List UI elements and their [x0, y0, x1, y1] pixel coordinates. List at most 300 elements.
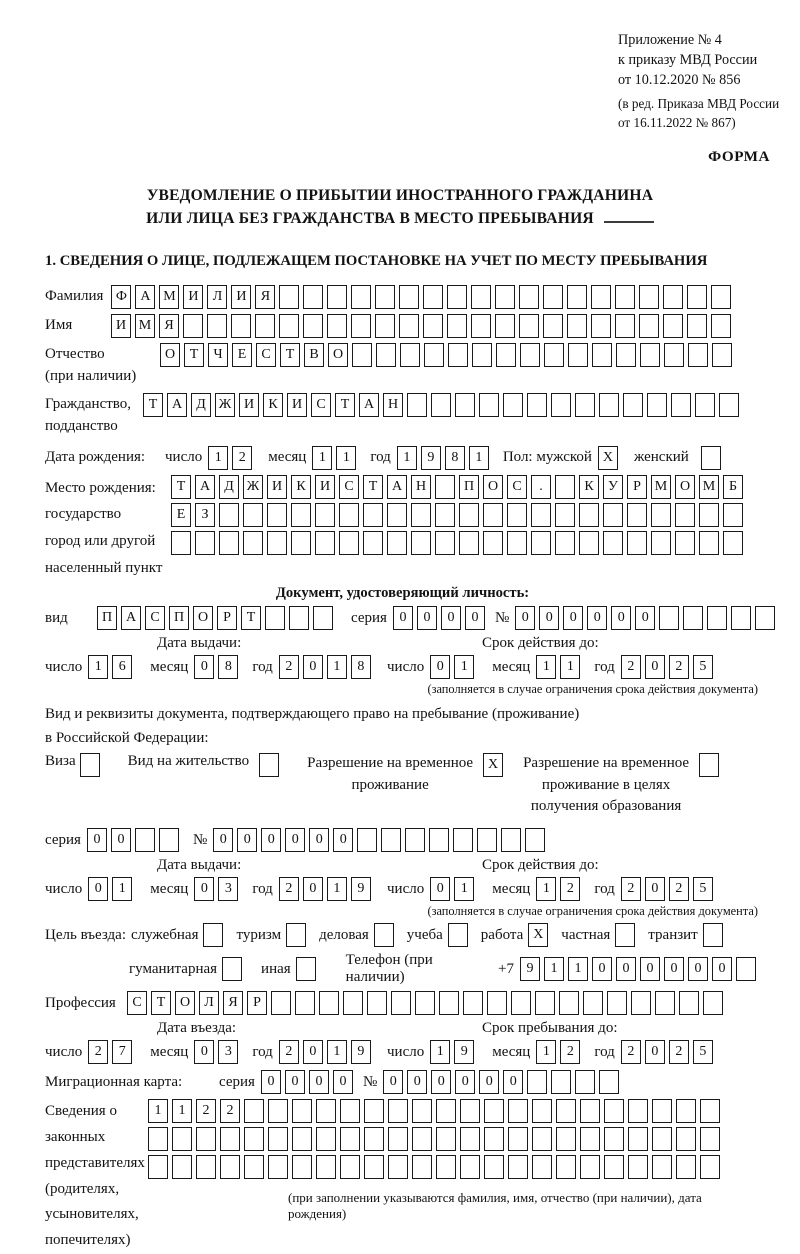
- representatives-char-box[interactable]: [460, 1155, 480, 1179]
- birth-place-char-box[interactable]: [267, 503, 287, 527]
- profession-char-box[interactable]: [391, 991, 411, 1015]
- birth-place-char-box[interactable]: [603, 503, 623, 527]
- profession-char-box[interactable]: [607, 991, 627, 1015]
- permit-valid-day-box[interactable]: 1: [454, 877, 474, 901]
- representatives-char-box[interactable]: [700, 1155, 720, 1179]
- birth-place-char-box[interactable]: О: [675, 475, 695, 499]
- purpose-official-checkbox[interactable]: [203, 923, 223, 947]
- profession-char-box[interactable]: [511, 991, 531, 1015]
- birth-place-char-box[interactable]: З: [195, 503, 215, 527]
- representatives-char-box[interactable]: [484, 1155, 504, 1179]
- citizenship-char-box[interactable]: А: [359, 393, 379, 417]
- profession-char-box[interactable]: Р: [247, 991, 267, 1015]
- patronymic-char-box[interactable]: Ч: [208, 343, 228, 367]
- representatives-char-box[interactable]: [388, 1155, 408, 1179]
- birth-place-char-box[interactable]: [699, 503, 719, 527]
- representatives-char-box[interactable]: [268, 1155, 288, 1179]
- citizenship-char-box[interactable]: [527, 393, 547, 417]
- patronymic-char-box[interactable]: [640, 343, 660, 367]
- sex-female-checkbox[interactable]: [701, 446, 721, 470]
- citizenship-char-box[interactable]: И: [287, 393, 307, 417]
- representatives-char-box[interactable]: 2: [196, 1099, 216, 1123]
- representatives-char-box[interactable]: [436, 1127, 456, 1151]
- birth-place-char-box[interactable]: [435, 475, 455, 499]
- phone-digit-box[interactable]: 0: [688, 957, 708, 981]
- entry-month-box[interactable]: 3: [218, 1040, 238, 1064]
- entry-month-box[interactable]: 0: [194, 1040, 214, 1064]
- birth-place-char-box[interactable]: [555, 475, 575, 499]
- patronymic-char-box[interactable]: Т: [280, 343, 300, 367]
- surname-char-box[interactable]: [327, 285, 347, 309]
- permit-series-box[interactable]: 0: [111, 828, 131, 852]
- stay-day-box[interactable]: 9: [454, 1040, 474, 1064]
- birth-place-char-box[interactable]: [555, 503, 575, 527]
- profession-char-box[interactable]: Л: [199, 991, 219, 1015]
- birth-place-char-box[interactable]: .: [531, 475, 551, 499]
- citizenship-char-box[interactable]: [599, 393, 619, 417]
- firstname-char-box[interactable]: [447, 314, 467, 338]
- representatives-char-box[interactable]: [220, 1127, 240, 1151]
- doc-number-box[interactable]: 0: [587, 606, 607, 630]
- surname-char-box[interactable]: [351, 285, 371, 309]
- representatives-char-box[interactable]: [244, 1099, 264, 1123]
- patronymic-char-box[interactable]: [448, 343, 468, 367]
- doc-number-box[interactable]: [731, 606, 751, 630]
- residence-permit-checkbox[interactable]: [259, 753, 279, 777]
- stay-year-box[interactable]: 0: [645, 1040, 665, 1064]
- birth-place-char-box[interactable]: [387, 531, 407, 555]
- profession-char-box[interactable]: [703, 991, 723, 1015]
- citizenship-char-box[interactable]: С: [311, 393, 331, 417]
- stay-month-box[interactable]: 2: [560, 1040, 580, 1064]
- doc-valid-day-box[interactable]: 1: [454, 655, 474, 679]
- birth-month-box[interactable]: 1: [336, 446, 356, 470]
- surname-char-box[interactable]: [399, 285, 419, 309]
- representatives-char-box[interactable]: [508, 1127, 528, 1151]
- representatives-char-box[interactable]: [364, 1155, 384, 1179]
- firstname-char-box[interactable]: [279, 314, 299, 338]
- permit-number-box[interactable]: 0: [261, 828, 281, 852]
- doc-valid-year-box[interactable]: 2: [669, 655, 689, 679]
- surname-char-box[interactable]: М: [159, 285, 179, 309]
- entry-day-box[interactable]: 2: [88, 1040, 108, 1064]
- representatives-char-box[interactable]: [196, 1127, 216, 1151]
- surname-char-box[interactable]: [663, 285, 683, 309]
- citizenship-char-box[interactable]: К: [263, 393, 283, 417]
- birth-place-char-box[interactable]: [411, 503, 431, 527]
- citizenship-char-box[interactable]: [671, 393, 691, 417]
- firstname-char-box[interactable]: М: [135, 314, 155, 338]
- permit-issue-day-box[interactable]: 1: [112, 877, 132, 901]
- birth-year-box[interactable]: 9: [421, 446, 441, 470]
- representatives-char-box[interactable]: [556, 1127, 576, 1151]
- surname-char-box[interactable]: И: [183, 285, 203, 309]
- doc-type-char-box[interactable]: А: [121, 606, 141, 630]
- birth-place-char-box[interactable]: [315, 531, 335, 555]
- representatives-char-box[interactable]: [412, 1155, 432, 1179]
- permit-issue-year-box[interactable]: 0: [303, 877, 323, 901]
- doc-number-box[interactable]: 0: [539, 606, 559, 630]
- citizenship-char-box[interactable]: Т: [143, 393, 163, 417]
- stay-month-box[interactable]: 1: [536, 1040, 556, 1064]
- doc-series-box[interactable]: 0: [417, 606, 437, 630]
- surname-char-box[interactable]: [591, 285, 611, 309]
- doc-type-char-box[interactable]: [265, 606, 285, 630]
- firstname-char-box[interactable]: [207, 314, 227, 338]
- migration-number-box[interactable]: 0: [431, 1070, 451, 1094]
- birth-place-char-box[interactable]: С: [339, 475, 359, 499]
- birth-place-char-box[interactable]: Т: [363, 475, 383, 499]
- doc-issue-day-box[interactable]: 6: [112, 655, 132, 679]
- firstname-char-box[interactable]: [591, 314, 611, 338]
- citizenship-char-box[interactable]: [503, 393, 523, 417]
- migration-number-box[interactable]: [551, 1070, 571, 1094]
- citizenship-char-box[interactable]: Т: [335, 393, 355, 417]
- permit-number-box[interactable]: [501, 828, 521, 852]
- representatives-char-box[interactable]: [436, 1099, 456, 1123]
- patronymic-char-box[interactable]: Е: [232, 343, 252, 367]
- firstname-char-box[interactable]: [351, 314, 371, 338]
- birth-year-box[interactable]: 1: [469, 446, 489, 470]
- visa-checkbox[interactable]: [80, 753, 100, 777]
- representatives-char-box[interactable]: [412, 1127, 432, 1151]
- surname-char-box[interactable]: [615, 285, 635, 309]
- doc-type-char-box[interactable]: П: [97, 606, 117, 630]
- firstname-char-box[interactable]: [375, 314, 395, 338]
- birth-place-char-box[interactable]: [291, 503, 311, 527]
- doc-number-box[interactable]: [683, 606, 703, 630]
- surname-char-box[interactable]: [543, 285, 563, 309]
- purpose-study-checkbox[interactable]: [448, 923, 468, 947]
- citizenship-char-box[interactable]: [431, 393, 451, 417]
- profession-char-box[interactable]: [631, 991, 651, 1015]
- representatives-char-box[interactable]: [508, 1155, 528, 1179]
- birth-place-char-box[interactable]: [267, 531, 287, 555]
- citizenship-char-box[interactable]: [455, 393, 475, 417]
- profession-char-box[interactable]: [271, 991, 291, 1015]
- migration-number-box[interactable]: 0: [503, 1070, 523, 1094]
- patronymic-char-box[interactable]: С: [256, 343, 276, 367]
- phone-digit-box[interactable]: 0: [592, 957, 612, 981]
- representatives-char-box[interactable]: [268, 1099, 288, 1123]
- permit-number-box[interactable]: 0: [333, 828, 353, 852]
- profession-char-box[interactable]: [367, 991, 387, 1015]
- birth-place-char-box[interactable]: Р: [627, 475, 647, 499]
- stay-day-box[interactable]: 1: [430, 1040, 450, 1064]
- birth-place-char-box[interactable]: [531, 503, 551, 527]
- permit-issue-month-box[interactable]: 3: [218, 877, 238, 901]
- permit-valid-month-box[interactable]: 1: [536, 877, 556, 901]
- citizenship-char-box[interactable]: [623, 393, 643, 417]
- birth-place-char-box[interactable]: [243, 503, 263, 527]
- citizenship-char-box[interactable]: [719, 393, 739, 417]
- entry-year-box[interactable]: 2: [279, 1040, 299, 1064]
- birth-place-char-box[interactable]: [387, 503, 407, 527]
- permit-issue-day-box[interactable]: 0: [88, 877, 108, 901]
- surname-char-box[interactable]: И: [231, 285, 251, 309]
- birth-place-char-box[interactable]: Б: [723, 475, 743, 499]
- patronymic-char-box[interactable]: [520, 343, 540, 367]
- doc-valid-month-box[interactable]: 1: [560, 655, 580, 679]
- representatives-char-box[interactable]: [700, 1099, 720, 1123]
- firstname-char-box[interactable]: [303, 314, 323, 338]
- profession-char-box[interactable]: [679, 991, 699, 1015]
- representatives-char-box[interactable]: [460, 1127, 480, 1151]
- profession-char-box[interactable]: Т: [151, 991, 171, 1015]
- stay-year-box[interactable]: 2: [621, 1040, 641, 1064]
- birth-place-char-box[interactable]: [219, 503, 239, 527]
- patronymic-char-box[interactable]: [472, 343, 492, 367]
- citizenship-char-box[interactable]: [575, 393, 595, 417]
- birth-place-char-box[interactable]: [555, 531, 575, 555]
- patronymic-char-box[interactable]: [496, 343, 516, 367]
- citizenship-char-box[interactable]: [647, 393, 667, 417]
- patronymic-char-box[interactable]: [592, 343, 612, 367]
- birth-place-char-box[interactable]: М: [651, 475, 671, 499]
- migration-number-box[interactable]: [599, 1070, 619, 1094]
- surname-char-box[interactable]: [447, 285, 467, 309]
- firstname-char-box[interactable]: [327, 314, 347, 338]
- birth-place-char-box[interactable]: [339, 503, 359, 527]
- citizenship-char-box[interactable]: И: [239, 393, 259, 417]
- profession-char-box[interactable]: Я: [223, 991, 243, 1015]
- birth-place-char-box[interactable]: Ж: [243, 475, 263, 499]
- birth-place-char-box[interactable]: [219, 531, 239, 555]
- purpose-other-checkbox[interactable]: [296, 957, 316, 981]
- representatives-char-box[interactable]: [244, 1127, 264, 1151]
- migration-series-box[interactable]: 0: [261, 1070, 281, 1094]
- representatives-char-box[interactable]: [292, 1127, 312, 1151]
- firstname-char-box[interactable]: Я: [159, 314, 179, 338]
- purpose-tourism-checkbox[interactable]: [286, 923, 306, 947]
- firstname-char-box[interactable]: [567, 314, 587, 338]
- birth-place-char-box[interactable]: И: [267, 475, 287, 499]
- birth-place-char-box[interactable]: [627, 531, 647, 555]
- birth-place-char-box[interactable]: У: [603, 475, 623, 499]
- profession-char-box[interactable]: [343, 991, 363, 1015]
- representatives-char-box[interactable]: [508, 1099, 528, 1123]
- birth-place-char-box[interactable]: Е: [171, 503, 191, 527]
- birth-place-char-box[interactable]: [459, 531, 479, 555]
- firstname-char-box[interactable]: [663, 314, 683, 338]
- representatives-char-box[interactable]: [652, 1155, 672, 1179]
- doc-issue-month-box[interactable]: 8: [218, 655, 238, 679]
- purpose-work-checkbox[interactable]: X: [528, 923, 548, 947]
- firstname-char-box[interactable]: [615, 314, 635, 338]
- phone-digit-box[interactable]: 0: [616, 957, 636, 981]
- profession-char-box[interactable]: С: [127, 991, 147, 1015]
- permit-number-box[interactable]: [357, 828, 377, 852]
- profession-char-box[interactable]: [319, 991, 339, 1015]
- profession-char-box[interactable]: О: [175, 991, 195, 1015]
- birth-place-char-box[interactable]: [339, 531, 359, 555]
- doc-issue-month-box[interactable]: 0: [194, 655, 214, 679]
- phone-digit-box[interactable]: 9: [520, 957, 540, 981]
- phone-digit-box[interactable]: 0: [640, 957, 660, 981]
- birth-day-box[interactable]: 2: [232, 446, 252, 470]
- firstname-char-box[interactable]: [711, 314, 731, 338]
- firstname-char-box[interactable]: [231, 314, 251, 338]
- doc-type-char-box[interactable]: [289, 606, 309, 630]
- firstname-char-box[interactable]: [399, 314, 419, 338]
- doc-number-box[interactable]: [755, 606, 775, 630]
- birth-month-box[interactable]: 1: [312, 446, 332, 470]
- profession-char-box[interactable]: [415, 991, 435, 1015]
- permit-number-box[interactable]: [525, 828, 545, 852]
- birth-place-char-box[interactable]: [435, 503, 455, 527]
- birth-place-char-box[interactable]: [315, 503, 335, 527]
- purpose-transit-checkbox[interactable]: [703, 923, 723, 947]
- patronymic-char-box[interactable]: [376, 343, 396, 367]
- birth-place-char-box[interactable]: [411, 531, 431, 555]
- profession-char-box[interactable]: [439, 991, 459, 1015]
- surname-char-box[interactable]: [471, 285, 491, 309]
- doc-issue-year-box[interactable]: 1: [327, 655, 347, 679]
- migration-number-box[interactable]: [575, 1070, 595, 1094]
- patronymic-char-box[interactable]: О: [160, 343, 180, 367]
- representatives-char-box[interactable]: [604, 1127, 624, 1151]
- birth-place-char-box[interactable]: [531, 531, 551, 555]
- firstname-char-box[interactable]: [639, 314, 659, 338]
- representatives-char-box[interactable]: [484, 1099, 504, 1123]
- doc-type-char-box[interactable]: С: [145, 606, 165, 630]
- birth-place-char-box[interactable]: А: [195, 475, 215, 499]
- migration-number-box[interactable]: 0: [383, 1070, 403, 1094]
- birth-place-char-box[interactable]: [651, 503, 671, 527]
- citizenship-char-box[interactable]: Д: [191, 393, 211, 417]
- birth-place-char-box[interactable]: П: [459, 475, 479, 499]
- birth-place-char-box[interactable]: [699, 531, 719, 555]
- migration-number-box[interactable]: 0: [455, 1070, 475, 1094]
- representatives-char-box[interactable]: [484, 1127, 504, 1151]
- doc-type-char-box[interactable]: Р: [217, 606, 237, 630]
- birth-place-char-box[interactable]: А: [387, 475, 407, 499]
- representatives-char-box[interactable]: [532, 1127, 552, 1151]
- birth-place-char-box[interactable]: [507, 503, 527, 527]
- migration-number-box[interactable]: [527, 1070, 547, 1094]
- firstname-char-box[interactable]: [183, 314, 203, 338]
- patronymic-char-box[interactable]: [568, 343, 588, 367]
- representatives-char-box[interactable]: [628, 1155, 648, 1179]
- birth-place-char-box[interactable]: И: [315, 475, 335, 499]
- birth-day-box[interactable]: 1: [208, 446, 228, 470]
- representatives-char-box[interactable]: [316, 1099, 336, 1123]
- birth-place-char-box[interactable]: [483, 503, 503, 527]
- representatives-char-box[interactable]: [604, 1099, 624, 1123]
- doc-valid-year-box[interactable]: 2: [621, 655, 641, 679]
- birth-place-char-box[interactable]: [171, 531, 191, 555]
- representatives-char-box[interactable]: [412, 1099, 432, 1123]
- representatives-char-box[interactable]: [532, 1155, 552, 1179]
- permit-number-box[interactable]: [405, 828, 425, 852]
- permit-valid-year-box[interactable]: 0: [645, 877, 665, 901]
- permit-issue-year-box[interactable]: 9: [351, 877, 371, 901]
- surname-char-box[interactable]: [423, 285, 443, 309]
- firstname-char-box[interactable]: [519, 314, 539, 338]
- doc-series-box[interactable]: 0: [393, 606, 413, 630]
- permit-issue-month-box[interactable]: 0: [194, 877, 214, 901]
- entry-year-box[interactable]: 0: [303, 1040, 323, 1064]
- doc-type-char-box[interactable]: [313, 606, 333, 630]
- representatives-char-box[interactable]: 2: [220, 1099, 240, 1123]
- representatives-char-box[interactable]: [148, 1127, 168, 1151]
- doc-valid-year-box[interactable]: 5: [693, 655, 713, 679]
- birth-place-char-box[interactable]: [243, 531, 263, 555]
- phone-digit-box[interactable]: 0: [664, 957, 684, 981]
- firstname-char-box[interactable]: [423, 314, 443, 338]
- surname-char-box[interactable]: [639, 285, 659, 309]
- permit-number-box[interactable]: 0: [237, 828, 257, 852]
- temp-permit-checkbox[interactable]: X: [483, 753, 503, 777]
- migration-number-box[interactable]: 0: [479, 1070, 499, 1094]
- representatives-char-box[interactable]: [172, 1127, 192, 1151]
- profession-char-box[interactable]: [655, 991, 675, 1015]
- doc-issue-year-box[interactable]: 2: [279, 655, 299, 679]
- patronymic-char-box[interactable]: [424, 343, 444, 367]
- doc-type-char-box[interactable]: П: [169, 606, 189, 630]
- purpose-private-checkbox[interactable]: [615, 923, 635, 947]
- representatives-char-box[interactable]: [676, 1099, 696, 1123]
- permit-number-box[interactable]: 0: [309, 828, 329, 852]
- representatives-char-box[interactable]: [628, 1127, 648, 1151]
- migration-series-box[interactable]: 0: [309, 1070, 329, 1094]
- firstname-char-box[interactable]: [495, 314, 515, 338]
- birth-place-char-box[interactable]: [651, 531, 671, 555]
- birth-place-char-box[interactable]: [483, 531, 503, 555]
- permit-valid-day-box[interactable]: 0: [430, 877, 450, 901]
- doc-number-box[interactable]: 0: [563, 606, 583, 630]
- permit-number-box[interactable]: 0: [213, 828, 233, 852]
- doc-type-char-box[interactable]: О: [193, 606, 213, 630]
- doc-series-box[interactable]: 0: [441, 606, 461, 630]
- representatives-char-box[interactable]: [556, 1155, 576, 1179]
- surname-char-box[interactable]: Я: [255, 285, 275, 309]
- doc-number-box[interactable]: 0: [635, 606, 655, 630]
- birth-place-char-box[interactable]: [579, 531, 599, 555]
- phone-digit-box[interactable]: 0: [712, 957, 732, 981]
- representatives-char-box[interactable]: [292, 1099, 312, 1123]
- patronymic-char-box[interactable]: [616, 343, 636, 367]
- birth-place-char-box[interactable]: [675, 531, 695, 555]
- representatives-char-box[interactable]: [436, 1155, 456, 1179]
- representatives-char-box[interactable]: [628, 1099, 648, 1123]
- sex-male-checkbox[interactable]: X: [598, 446, 618, 470]
- patronymic-char-box[interactable]: О: [328, 343, 348, 367]
- profession-char-box[interactable]: [583, 991, 603, 1015]
- surname-char-box[interactable]: Л: [207, 285, 227, 309]
- entry-year-box[interactable]: 9: [351, 1040, 371, 1064]
- patronymic-char-box[interactable]: [544, 343, 564, 367]
- representatives-char-box[interactable]: [388, 1127, 408, 1151]
- representatives-char-box[interactable]: [316, 1127, 336, 1151]
- permit-issue-year-box[interactable]: 2: [279, 877, 299, 901]
- doc-issue-year-box[interactable]: 8: [351, 655, 371, 679]
- representatives-char-box[interactable]: [580, 1099, 600, 1123]
- surname-char-box[interactable]: [567, 285, 587, 309]
- purpose-business-checkbox[interactable]: [374, 923, 394, 947]
- birth-place-char-box[interactable]: [723, 503, 743, 527]
- birth-place-char-box[interactable]: [579, 503, 599, 527]
- profession-char-box[interactable]: [535, 991, 555, 1015]
- profession-char-box[interactable]: [559, 991, 579, 1015]
- citizenship-char-box[interactable]: А: [167, 393, 187, 417]
- representatives-char-box[interactable]: [220, 1155, 240, 1179]
- birth-place-char-box[interactable]: [507, 531, 527, 555]
- firstname-char-box[interactable]: [471, 314, 491, 338]
- patronymic-char-box[interactable]: [352, 343, 372, 367]
- permit-valid-year-box[interactable]: 2: [669, 877, 689, 901]
- representatives-char-box[interactable]: [676, 1127, 696, 1151]
